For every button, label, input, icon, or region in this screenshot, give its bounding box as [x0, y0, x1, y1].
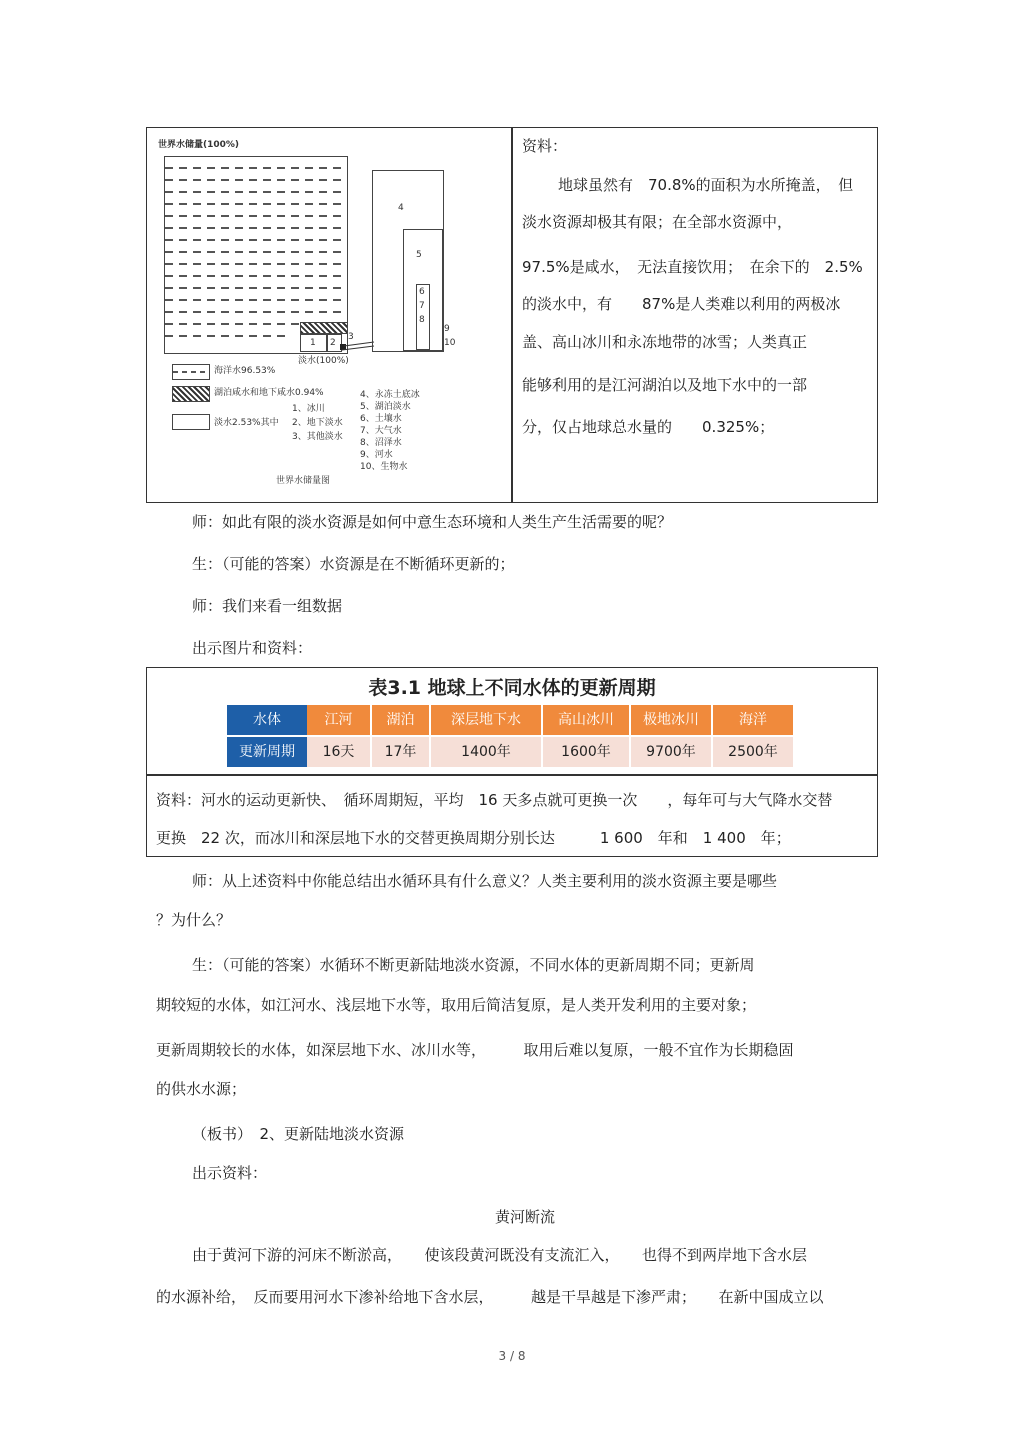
- material1-heading: 资料：: [522, 137, 568, 155]
- legend-plain-swatch: [172, 414, 210, 430]
- page-number: 3 / 8: [498, 1349, 526, 1363]
- box-divider: [511, 128, 513, 502]
- dialog-line: 师：如此有限的淡水资源是如何中意生态环境和人类生产生活需要的呢？: [192, 513, 673, 531]
- figure-caption: 世界水储量图: [276, 476, 331, 486]
- legend-dashed-swatch: [172, 364, 210, 380]
- dialog-line: 期较短的水体，如江河水、浅层地下水等，取用后简洁复原，是人类开发利用的主要对象；: [156, 996, 757, 1014]
- table-header-cell: 高山冰川: [543, 705, 629, 735]
- article-line: 的水源补给， 反而要用河水下渗补给地下含水层， 越是干旱越是下渗严肃； 在新中国成立以: [156, 1288, 824, 1306]
- world-water-figure: 世界水储量(100%) 1 2 3 4 5 6 7 8 9 10 淡水(100%) 海洋水96.53% 湖泊咸水和地下咸水0.94% 淡水2.53%其中 1、冰川 2、地下淡水 3、其他淡水 4、永冻土底冰 5、湖泊淡水 6、土壤水 7、大气水 8、沼泽水 9、河水 10、生物水 世界水储量图: [158, 140, 456, 486]
- table-header-cell: 湖泊: [372, 705, 429, 735]
- table-value-cell: 17年: [372, 737, 429, 767]
- saltwater-hatch: [300, 322, 348, 334]
- table-value-cell: 16天: [307, 737, 370, 767]
- table-value-cell: 9700年: [631, 737, 711, 767]
- figure-title: 世界水储量(100%): [158, 140, 240, 150]
- article-line: 由于黄河下游的河床不断淤高， 使该段黄河既没有支流汇入， 也得不到两岸地下含水层: [192, 1246, 808, 1264]
- table-value-cell: 1400年: [431, 737, 541, 767]
- dialog-line: 出示资料：: [192, 1164, 268, 1182]
- fresh-box-1: 1: [300, 334, 328, 352]
- table-header-cell: 深层地下水: [431, 705, 541, 735]
- article-title: 黄河断流: [495, 1208, 556, 1226]
- material1-line: 的淡水中，有 87%是人类难以利用的两极冰: [522, 295, 841, 313]
- lake-box: 5 6 7 8: [403, 229, 443, 351]
- fresh-column: 4 5 6 7 8: [372, 170, 444, 352]
- table-value-cell: 1600年: [543, 737, 629, 767]
- table-header-label: 水体: [227, 705, 307, 735]
- dialog-line: 生：（可能的答案）水资源是在不断循环更新的；: [192, 555, 515, 573]
- dialog-line: 出示图片和资料：: [192, 639, 313, 657]
- dialog-line: 生：（可能的答案）水循环不断更新陆地淡水资源，不同水体的更新周期不同；更新周: [192, 956, 755, 974]
- dialog-line: 更新周期较长的水体，如深层地下水、冰川水等， 取用后难以复原，一般不宜作为长期稳固: [156, 1041, 794, 1059]
- legend-hatched-swatch: [172, 386, 210, 402]
- material1-line: 盖、高山冰川和永冻地带的冰雪；人类真正: [522, 333, 808, 351]
- dialog-line: 的供水水源；: [156, 1080, 247, 1098]
- material1-line: 97.5%是咸水， 无法直接饮用； 在余下的 2.5%: [522, 258, 863, 276]
- fresh-box-2: 2: [326, 334, 342, 352]
- material2-line: 资料：河水的运动更新快、 循环周期短，平均 16 天多点就可更换一次 ，每年可与大气降水交替: [156, 791, 833, 809]
- material1-line: 分，仅占地球总水量的 0.325%；: [522, 418, 775, 436]
- material1-line: 能够利用的是江河湖泊以及地下水中的一部: [522, 376, 808, 394]
- dialog-line: （板书） 2、更新陆地淡水资源: [192, 1125, 405, 1143]
- dialog-line: 师：从上述资料中你能总结出水循环具有什么意义？人类主要利用的淡水资源主要是哪些: [192, 872, 778, 890]
- box-divider: [147, 774, 877, 776]
- table-header-cell: 极地冰川: [631, 705, 711, 735]
- dialog-line: 师：我们来看一组数据: [192, 597, 343, 615]
- table-header-cell: 江河: [307, 705, 370, 735]
- table-title: 表3.1 地球上不同水体的更新周期: [368, 677, 656, 699]
- material1-line: 淡水资源却极其有限；在全部水资源中，: [522, 213, 793, 231]
- table-value-cell: 2500年: [713, 737, 793, 767]
- table-row-label: 更新周期: [227, 737, 307, 767]
- material1-line: 地球虽然有 70.8%的面积为水所掩盖， 但: [558, 176, 854, 194]
- table-header-cell: 海洋: [713, 705, 793, 735]
- fresh-caption: 淡水(100%): [298, 356, 349, 366]
- dialog-line: ？为什么？: [156, 911, 232, 929]
- material2-line: 更换 22 次，而冰川和深层地下水的交替更换周期分别长达 1 600 年和 1 400 年；: [156, 829, 791, 847]
